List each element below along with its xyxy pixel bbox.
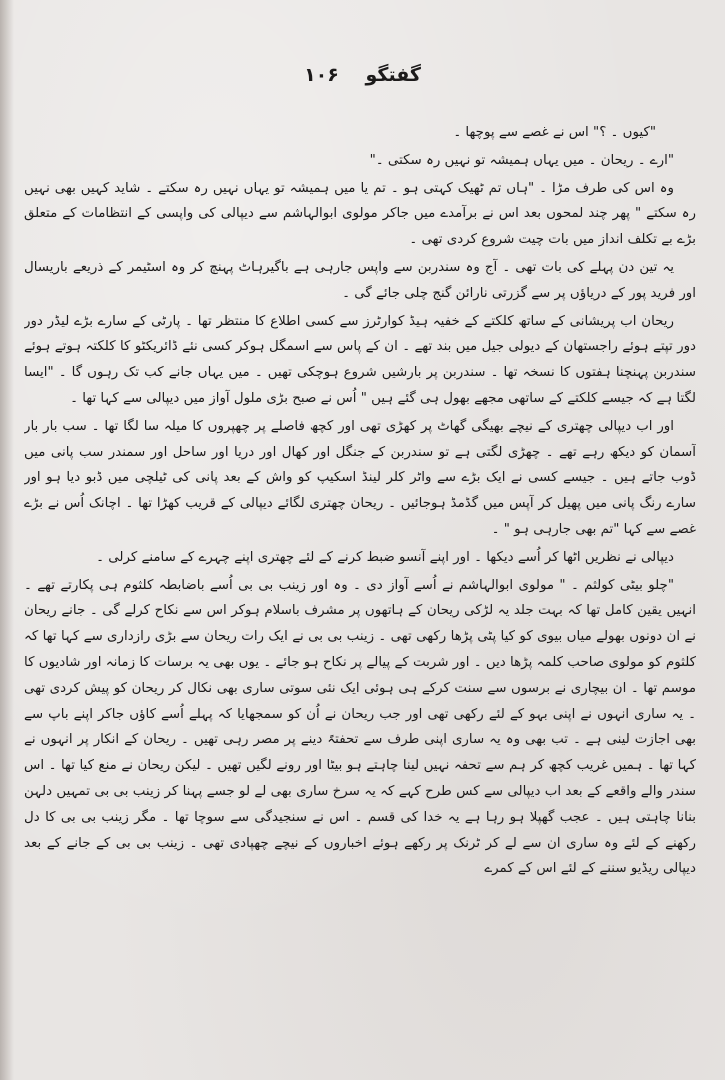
page-header: [0, 58, 725, 92]
paragraph: اور اب دیپالی چھتری کے نیچے بھیگی گھاٹ پر کھڑی تھی اور کچھ فاصلے پر چھپروں کا میلہ سا لگا تھا ۔ سب بار بار آسمان کو دیکھ رہے تھے ۔ چھڑی لگتی ہے تو سندربن کے جنگل اور کھال اور دریا اور ساحل اور سمندر سب پانی میں ڈوب جاتے ہیں ۔ جیسے کسی نے ایک بڑے سے واٹر کلر لینڈ اسکیپ کو واش کے بعد پانی کی ٹیلچی میں ڈبو دیا ہو اور سارے رنگ پانی میں پھیل کر آپس میں گڈمڈ ہوجائیں ۔ ریحان چھتری لگائے دیپالی کے قریب کھڑا تھا ۔ اچانک اُس نے بڑے غصے سے کہا "تم بھی جارہی ہو " ۔: [24, 418, 696, 537]
paragraph: دیپالی نے نظریں اٹھا کر اُسے دیکھا ۔ اور اپنے آنسو ضبط کرنے کے لئے چھتری اپنے چہرے کے سامنے کرلی ۔: [96, 549, 674, 565]
page-number: ۱۰۶: [304, 64, 339, 86]
paragraph: "کیوں ۔ ؟" اس نے غصے سے پوچھا ۔: [453, 125, 656, 140]
running-title: گفتگو: [365, 64, 421, 86]
paragraph: یہ تین دن پہلے کی بات تھی ۔ آج وہ سندربن سے واپس جارہی ہے باگیرہاٹ پہنچ کر وہ اسٹیمر کے ذریعے باریسال اور فرید پور کے دریاؤں پر سے گزرتی نارائن گنج چلی جائے گی ۔: [24, 259, 696, 301]
paragraph: "ارے ۔ ریحان ۔ میں یہاں ہمیشہ تو نہیں رہ سکتی ۔": [369, 152, 674, 168]
paragraph: "چلو بیٹی کولثم ۔ " مولوی ابوالہاشم نے اُسے آواز دی ۔ وہ اور زینب بی بی اُسے باضابطہ کلثوم ہی پکارتے تھے ۔ انہیں یقین کامل تھا کہ بہت جلد یہ لڑکی ریحان کے ہاتھوں پر مشرف باسلام ہوکر اس سے نکاح کرلے گی ۔ جانے ریحان نے ان دونوں بھولے میاں بیوی کو کیا پٹی پڑھا رکھی تھی ۔ زینب بی بی نے ایک رات ریحان سے بڑی رازداری سے کہا تھا کہ کلثوم کو مولوی صاحب کلمہ پڑھا دیں ۔ اور شربت کے پیالے پر نکاح ہو جائے ۔ یوں بھی یہ برسات کا زمانہ اور شادیوں کا موسم تھا ۔ ان بیچاری نے برسوں سے سنت کرکے ہی ہوئی ایک نئی سوتی ساری بھی نکال کر ریحان کو پیش کردی تھی ۔ یہ ساری انہوں نے اپنی بہو کے لئے رکھی تھی اور جب ریحان نے اُن کو سمجھایا کہ پہلے اُسے کاؤں جاکر اپنے باپ سے بھی اجازت لینی ہے ۔ تب بھی وہ یہ ساری اپنی طرف سے تحفتہً دینے پر مصر رہی تھیں ۔ ریحان کے انکار پر انہوں نے کہا تھا ۔ ہمیں غریب کچھ کر ہم سے تحفہ نہیں لینا چاہتے ہو بیٹا اور رونے لگیں تھیں ۔ لیکن ریحان نے منع کیا تھا ۔ اس سندر والے واقعے کے بعد اب دیپالی سے کس طرح کہے کہ یہ سرخ ساری بھی لے لو جسے پہنا کر زینب بی بی تمہیں دلہن بنانا چاہتی ہیں ۔ عجب گھپلا ہو رہا ہے یہ خدا کی قسم ۔ اس نے سنجیدگی سے سوچا تھا ۔ مگر زینب بی بی کا دل رکھنے کے لئے وہ ساری ان سے لے کر ٹرنک پر رکھے ہوئے اخباروں کے نیچے چھپادی تھی ۔ زینب بی بی کے جانے کے بعد دیپالی ریڈیو سننے کے لئے اس کے کمرے: [24, 577, 696, 877]
page-binding-shadow: [0, 0, 14, 1080]
paragraph: وہ اس کی طرف مڑا ۔ "ہاں تم ٹھیک کہتی ہو ۔ تم یا میں ہمیشہ تو یہاں نہیں رہ سکتے ۔ شاید کہیں بھی نہیں رہ سکتے " پھر چند لمحوں بعد اس نے برآمدے میں جاکر مولوی ابوالہاشم سے دیپالی کی واپسی کے انتظامات کے متعلق بڑے بے تکلف انداز میں بات چیت شروع کردی تھی ۔: [24, 180, 696, 248]
page-body: [24, 120, 696, 1060]
paragraph: ریحان اب پریشانی کے ساتھ کلکتے کے خفیہ ہیڈ کوارٹرز سے کسی اطلاع کا منتظر تھا ۔ پارٹی کے سارے بڑے لیڈر دور دور تپتے ہوئے راجستھان کے دیولی جیل میں بند تھے ۔ ان کے پاس سے اسمگل ہوکر کسی نئے ڈائریکٹو کا کلکتہ ہوتے ہوئے سندربن پہنچنا ہفتوں کا نسخہ تھا ۔ سندربن پر بارشیں شروع ہوچکی تھیں ۔ میں یہاں جانے کب تک رہوں گا ۔ "ایسا لگتا ہے کہ جیسے کلکتے کے ساتھی مجھے بھول ہی گئے ہیں " اُس نے صبح بڑی ملول آواز میں دیپالی سے کہا تھا ۔: [24, 313, 696, 406]
